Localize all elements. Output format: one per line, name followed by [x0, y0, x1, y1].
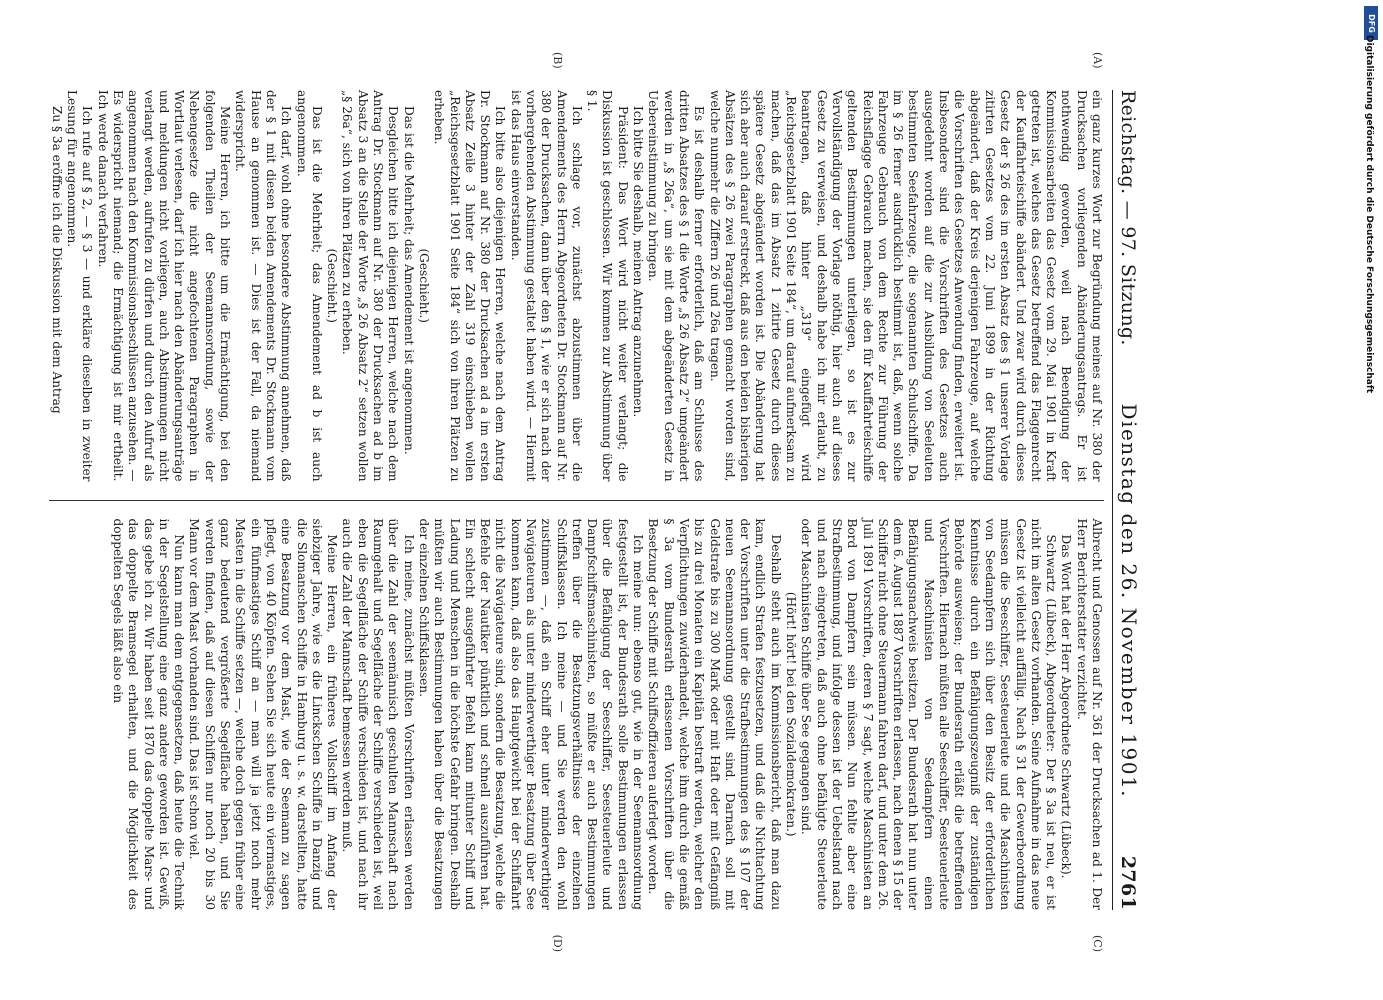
paragraph: Albrecht und Genossen auf Nr. 361 der Drucksachen ad 1. Der Herr Berichterstatter verzichtet.	[1074, 518, 1104, 910]
paragraph: Ich darf, wohl ohne besondere Abstimmung annehmen, daß der § 1 mit diesen beiden Amendements Dr. Stockmann vom Hause an genommen ist. — Dies ist der Fall, da niemand widerspricht.	[233, 90, 294, 482]
stage-direction: (Geschieht.)	[325, 248, 340, 324]
stage-direction: (Geschieht.)	[416, 248, 431, 324]
paragraph: Schwartz (Lübeck), Abgeordneter: Der § 3a ist neu, er ist nicht im alten Gesetz vorhanden. Seine Aufnahme in das neue Gesetz ist vielleicht auffällig. Nach § 31 der Gewerbeordnung müssen die Seeschiffer, Seesteuerleute und die Maschinisten von Seedampfern sich über den Besitz der erforderlichen Kenntnisse durch ein Befähigungszeugniß der zuständigen Behörde ausweisen; der Bundesrath erläßt die betreffenden Vorschriften. Hiernach müßten alle Seeschiffer, Seesteuerleute und Maschinisten von Seedampfern einen Befähigungsnachweis besitzen. Der Bundesrath hat nun unter dem 6. August 1887 Vorschriften erlassen, nach denen § 15 der Schiffer nicht ohne Steuermann fahren darf, und unter dem 26. Juli 1891 Vorschriften, deren § 7 sagt, welche Maschinisten an Bord von Dampfern sein müssen. Nun fehlte aber eine Strafbestimmung, und infolge dessen ist der Uebelstand nach und nach eingetreten, daß auch ohne befähigte Steuerleute oder Maschinisten Schiffe über See gegangen sind.	[799, 518, 1059, 910]
margin-marker-c: (C)	[1091, 935, 1104, 952]
paragraph: Ich bitte also diejenigen Herren, welche nach dem Antrag Dr. Stockmann auf Nr. 380 der Drucksachen ad a im ersten Absatz Zeile 3 hinter der Zahl 319 einschieben wollen „Reichsgesetzblatt 1901 Seite 184“ sich von ihren Plätzen zu erheben.	[432, 90, 508, 482]
paragraph: Ich meine nun: ebenso gut, wie in der Seemannsordnung festgestellt ist, der Bundesrath solle Bestimmungen erlassen über die Befähigung der Seeschiffer, Seesteuerleute und Dampfschiffsmaschinisten, so müßte er auch Bestimmungen treffen über die Besatzungsverhältnisse der einzelnen Schiffsklassen. Ich meine — und Sie werden den wohl zustimmen —, daß ein Schiff eher unter minderwerthiger Navigateuren als unter minderwerthiger Besatzung über See kommen kann, daß also das Hauptgewicht bei der Schiffahrt nicht die Navigateure sind, sondern die Besatzung, welche die Befehle der Nautiker pünktlich und schnell auszuführen hat. Ein schlecht ausgeführter Befehl kann mitunter Schiff und Ladung und Menschen in die höchste Gefahr bringen. Deshalb müßten wir auch Bestimmungen haben über die Besatzungen der einzelnen Schiffsklassen.	[416, 518, 646, 910]
paragraph: Ich meine, zunächst müßten Vorschriften erlassen werden über die Zahl der seemännisch geschulten Mannschaft nach Raumgehalt und Segelfläche der Schiffe verschieden ist, weil eben die Segelfläche der Schiffe verschieden ist, und nach ihr auch die Zahl der Mannschaft bemessen werden muß.	[340, 518, 416, 910]
paragraph: Deshalb steht auch im Kommissionsbericht, daß man dazu kam, endlich Strafen festzusetzen, und daß die Nichtachtung der Vorschriften unter die Strafbestimmungen des § 107 der neuen Seemannsordnung gestellt sind. Darnach soll mit Geldstrafe bis zu 300 Mark oder mit Haft oder mit Gefängniß bis zu drei Monaten ein Kapitän bestraft werden, welcher den Verpflichtungen zuwiderhandelt, welche ihm durch die gemäß § 3a vom Bundesrath erlassenen Vorschriften über die Besetzung der Schiffe mit Schiffsoffizieren auferlegt worden.	[646, 518, 783, 910]
column-divider	[49, 500, 1104, 501]
paragraph: Meine Herren, ein früheres Vollschiff im Anfang der siebziger Jahre, wie es die Linckschen Schiffe in Danzig und die Slomanschen Schiffe in Hamburg u. s. w. darstellten, hatte eine Besatzung vor dem Mast, wie der Seemann zu sagen pflegt, von 40 Köpfen. Sehen Sie sich heute ein viermastiges, ein fünfmastiges Schiff an — man will ja jetzt noch mehr Masten in die Schiffe setzen —, welche doch gegen früher eine ganz bedeutend vergrößerte Segelfläche haben, und Sie werden finden, daß auf diesen Schiffen nur noch 20 bis 30 Mann vor dem Mast vorhanden sind. Das ist schon viel.	[187, 518, 340, 910]
paragraph: Ich schlage vor, zunächst abzustimmen über die Amendements des Herrn Abgeordneten Dr. Stockmann auf Nr. 380 der Drucksachen, dann über den § 1, wie er sich nach der vorhergehenden Abstimmung gestaltet haben wird. — Hiermit ist das Haus einverstanden.	[508, 90, 584, 482]
stage-direction: (Hört! hört! bei den Sozialdemokraten.)	[784, 591, 799, 837]
header-left: Reichstag. — 97. Sitzung.	[1117, 90, 1139, 346]
paragraph: Das ist die Mehrheit; das Amendement ad b ist auch angenommen.	[294, 90, 324, 482]
paragraph: Nun kann man dem entgegensetzen, daß heute die Technik in der Segelstellung eine ganz andere geworden ist. Gewiß, das gebe ich zu. Wir haben seit 1870 das doppelte Mars- und das doppelte Bramsegel erhalten, und die Möglichkeit des doppelten Segels läßt also ein	[111, 518, 187, 910]
newspaper-page	[0, 30, 1155, 970]
paragraph: Präsident: Das Wort wird nicht weiter verlangt; die Diskussion ist geschlossen. Wir kommen zur Abstimmung über § 1.	[585, 90, 630, 482]
page-header	[1112, 90, 1141, 910]
digitization-credit: Digitalisierung gefördert durch die Deutsche Forschungsgemeinschaft	[1364, 35, 1374, 394]
margin-marker-d: (D)	[551, 934, 564, 952]
paragraph: Meine Herren, ich bitte um die Ermächtigung, bei den folgenden Theilen der Seemannsordnung, sowie der Nebengesetze die nicht angefochtenen Paragraphen in Wortlaut verlesen, darf ich hier nach den Abänderungsanträge und meldungen nicht vorliegen, auch Abstimmungen nicht verlangt werden, aufrufen zu dürfen und durch den Aufruf als angenommen nach den Kommissionsbeschlüssen anzusehen. — Es widerspricht niemand; die Ermächtigung ist mir ertheilt. Ich werde danach verfahren.	[95, 90, 233, 482]
paragraph: ein ganz kurzes Wort zur Begründung meines auf Nr. 380 der Drucksachen vorliegenden Abänderungsantrags. Er ist nothwendig geworden, weil nach Beendigung der Kommissionsarbeiten das Gesetz vom 29. Mai 1901 in Kraft getreten ist, welches das Gesetz betreffend das Flaggenrecht der Kauffahrteischiffe abändert. Und zwar wird durch dieses Gesetz der § 26 des im ersten Absatz des § 1 unserer Vorlage zitirten Gesetzes vom 22. Juni 1899 in der Richtung abgeändert, daß der Kreis derjenigen Fahrzeuge, auf welche die Vorschriften des Gesetzes Anwendung finden, erweitert ist. Insbesondere sind die Vorschriften des Gesetzes auch ausgedehnt worden auf die zur Ausbildung von Seeleuten bestimmten Seefahrzeuge, die sogenannten Schulschiffe. Da im § 26 ferner ausdrücklich bestimmt ist, daß, wenn solche Fahrzeuge Gebrauch von dem Rechte zur Führung der Reichsflagge Gebrauch machen, sie den für Kauffahrteischiffe geltenden Bestimmungen unterliegen, so ist es zur Vervollständigung der Vorlage nöthig, hier auch auf dieses Gesetz zu verweisen, und deshalb habe ich mir erlaubt, zu beantragen, daß hinter „319“ eingefügt wird „Reichsgesetzblatt 1901 Seite 184“, um darauf aufmerksam zu machen, daß das im Absatz 1 zitirte Gesetz durch dieses spätere Gesetz abgeändert worden ist. Die Abänderung hat sich aber auch darauf erstreckt, daß aus den beiden bisherigen Absätzen des § 26 zwei Paragraphen gemacht worden sind, welche nunmehr die Ziffern 26 und 26a tragen.	[707, 90, 1104, 482]
header-date: Dienstag den 26. November 1901.	[1117, 403, 1141, 799]
page-number: 2761	[1117, 855, 1139, 910]
text-columns	[49, 52, 1104, 952]
margin-marker-a: (A)	[1091, 52, 1104, 69]
paragraph: Es ist deshalb ferner erforderlich, daß am Schlusse des dritten Absatzes des § 1 die Worte „§ 26 Absatz 2“ umgeändert werden in „§ 26a“, um sie mit dem abgeänderten Gesetz in Uebereinstimmung zu bringen.	[646, 90, 707, 482]
paragraph: Das Wort hat der Herr Abgeordnete Schwartz (Lübeck).	[1059, 534, 1074, 879]
paragraph: Ich rufe auf § 2, — § 3 — und erkläre dieselben in zweiter Lesung für angenommen.	[65, 90, 95, 482]
paragraph: Desgleichen bitte ich diejenigen Herren, welche nach dem Antrag Dr. Stockmann auf Nr. 380 der Drucksachen ad b im Absatz 3 an die Stelle der Worte „§ 26 Absatz 2“ setzen wollen „§ 26a“, sich von ihren Plätzen zu erheben.	[340, 90, 401, 482]
paragraph: Das ist die Mehrheit; das Amendement ist angenommen.	[401, 106, 416, 455]
paragraph: Ich bitte Sie deshalb, meinen Antrag anzunehmen.	[631, 106, 646, 418]
digitization-sidebar	[1361, 0, 1381, 1000]
left-column	[49, 90, 1104, 482]
margin-marker-b: (B)	[551, 52, 564, 69]
paragraph: Zu § 3a eröffne ich die Diskussion mit dem Antrag	[49, 106, 64, 414]
right-column	[49, 519, 1104, 911]
dfg-logo-icon: DFG	[1364, 6, 1378, 40]
